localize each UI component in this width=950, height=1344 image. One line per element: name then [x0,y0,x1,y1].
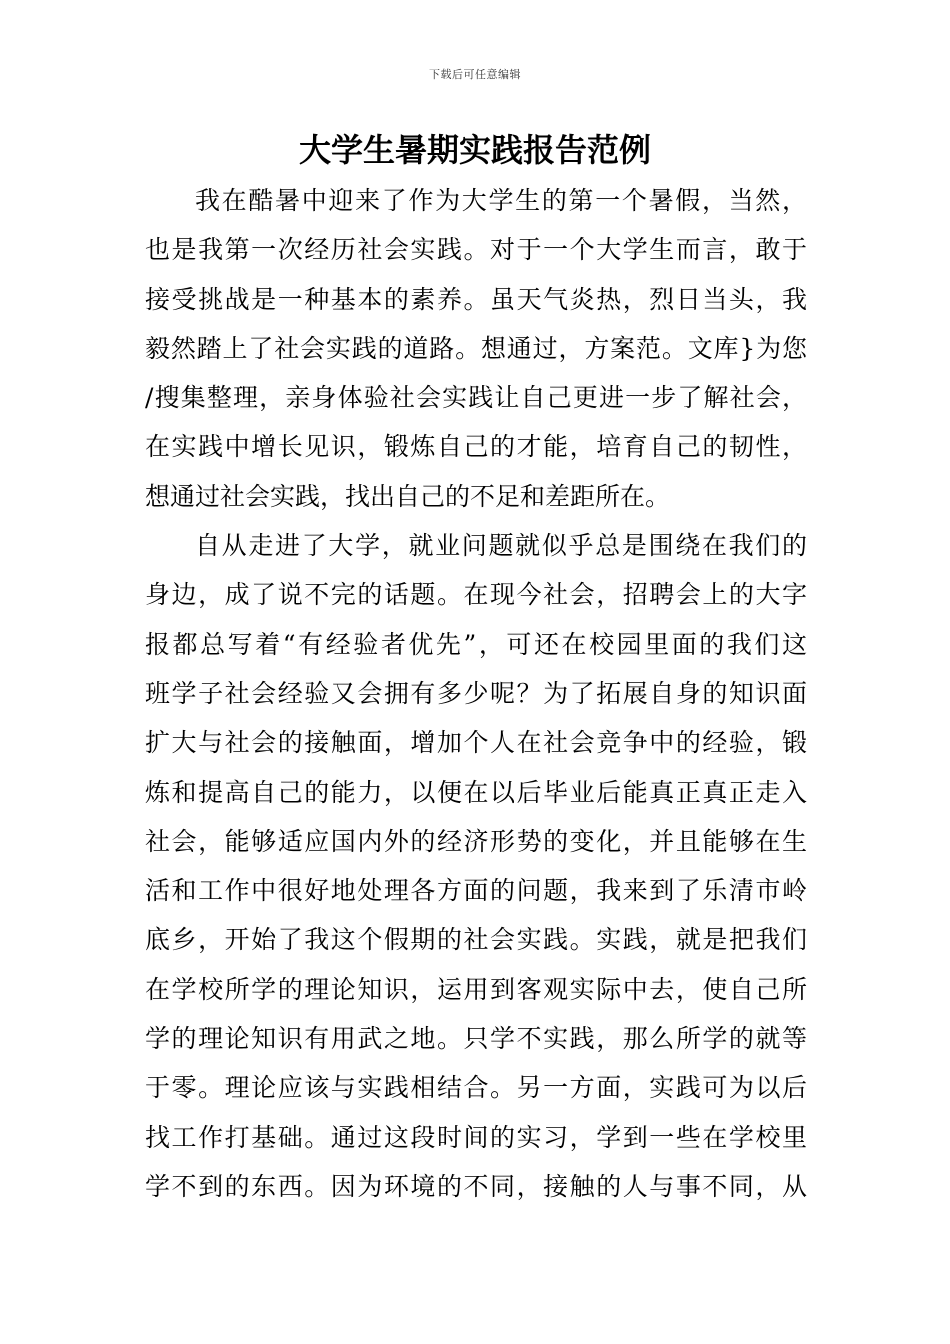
text-line: 毅然踏上了社会实践的道路。想通过，方案范。文库}为您 [145,333,807,363]
document-body [145,176,807,1211]
text-line: 社会，能够适应国内外的经济形势的变化，并且能够在生 [145,826,807,856]
text-line: 底乡，开始了我这个假期的社会实践。实践，就是把我们 [145,925,807,955]
document-title: 大学生暑期实践报告范例 [298,131,651,169]
text-line: 在学校所学的理论知识，运用到客观实际中去，使自己所 [145,974,807,1004]
text-line: 炼和提高自己的能力，以便在以后毕业后能真正真正走入 [145,777,807,807]
text-line: 班学子社会经验又会拥有多少呢？为了拓展自身的知识面 [145,678,807,708]
header-note: 下载后可任意编辑 [429,68,521,81]
text-line: 接受挑战是一种基本的素养。虽天气炎热，烈日当头，我 [145,284,807,314]
text-line: 自从走进了大学，就业问题就似乎总是围绕在我们的 [195,531,807,561]
text-line: 在实践中增长见识，锻炼自己的才能，培育自己的韧性， [145,432,807,462]
text-line: 我在酷暑中迎来了作为大学生的第一个暑假，当然， [195,186,807,215]
paragraph-1 [145,176,807,521]
text-line: 活和工作中很好地处理各方面的问题，我来到了乐清市岭 [145,876,807,906]
text-line: 学的理论知识有用武之地。只学不实践，那么所学的就等 [145,1024,807,1054]
text-line: 扩大与社会的接触面，增加个人在社会竞争中的经验，锻 [145,728,807,758]
text-line: /搜集整理，亲身体验社会实践让自己更进一步了解社会， [145,383,807,413]
text-line: 身边，成了说不完的话题。在现今社会，招聘会上的大字 [145,580,807,610]
text-line: 找工作打基础。通过这段时间的实习，学到一些在学校里 [145,1122,807,1152]
text-line: 报都总写着“有经验者优先”，可还在校园里面的我们这 [145,629,807,659]
text-line: 也是我第一次经历社会实践。对于一个大学生而言，敢于 [145,235,807,265]
text-line: 想通过社会实践，找出自己的不足和差距所在。 [145,481,671,511]
paragraph-2 [145,521,807,1211]
text-line: 学不到的东西。因为环境的不同，接触的人与事不同，从 [145,1171,807,1201]
text-line: 于零。理论应该与实践相结合。另一方面，实践可为以后 [145,1073,807,1103]
